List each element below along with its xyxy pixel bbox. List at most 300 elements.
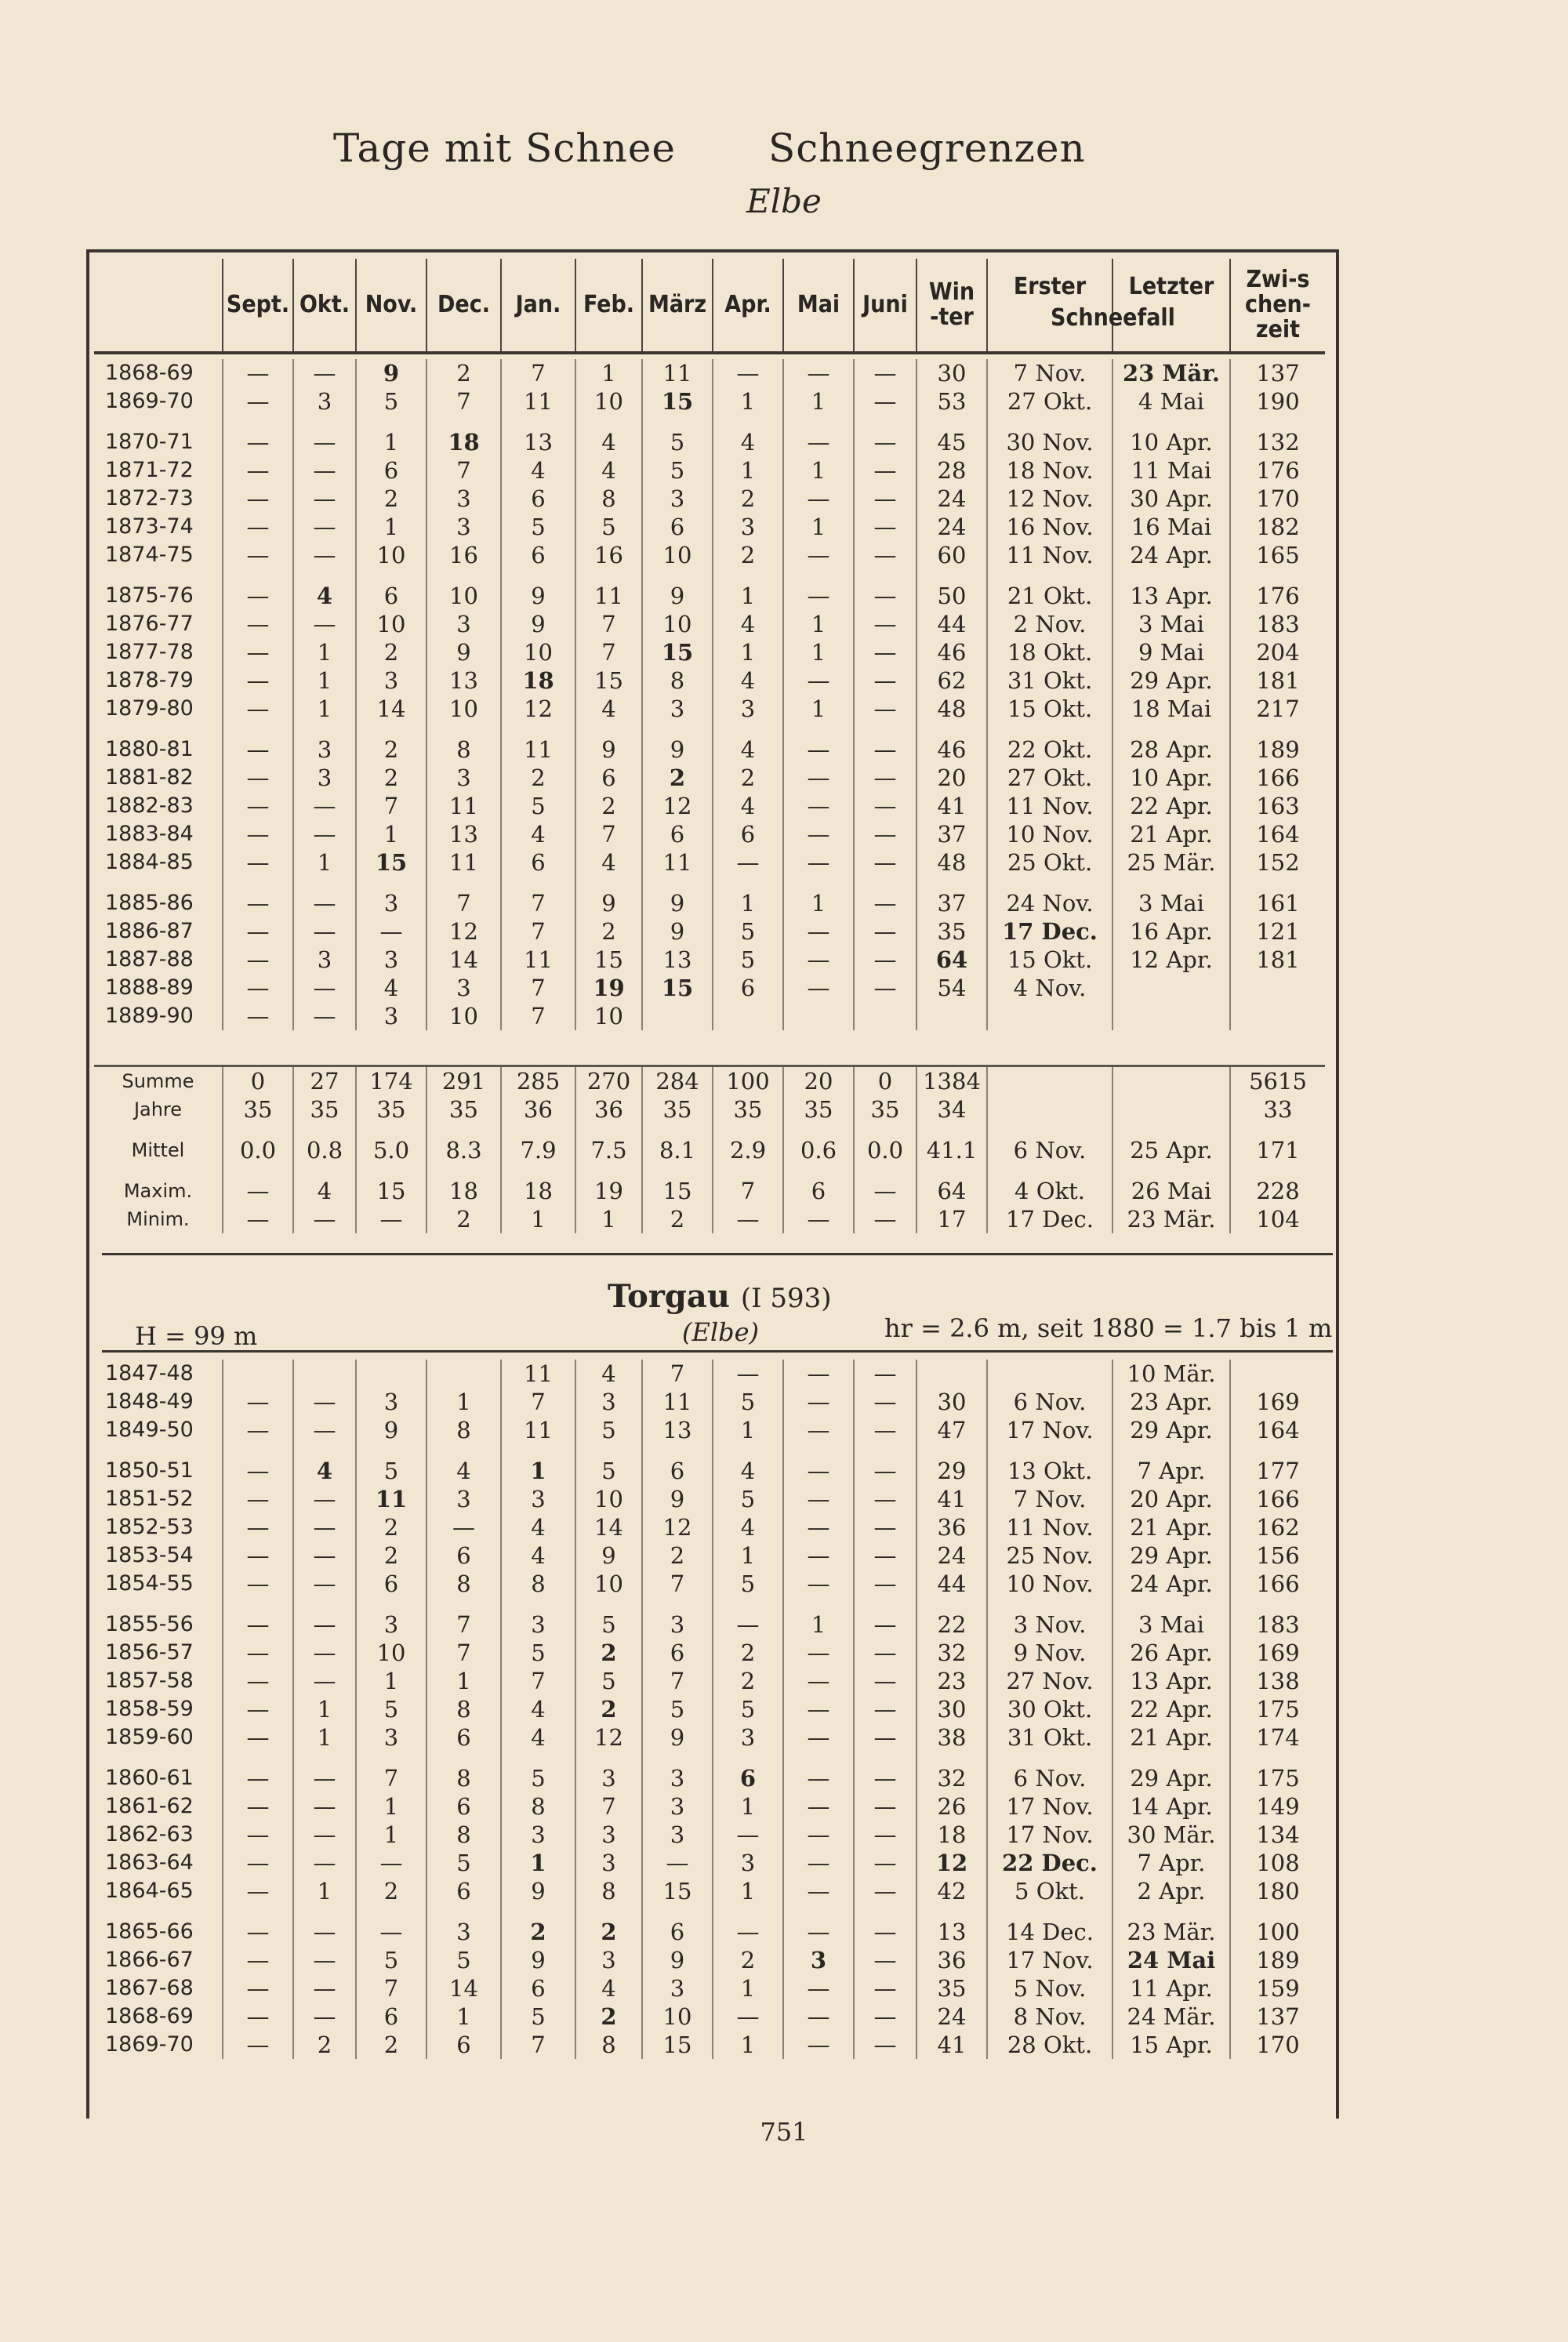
- summary-cell: [1112, 1095, 1230, 1124]
- summary-cell: [987, 1095, 1112, 1124]
- elbe-cell: [713, 1002, 783, 1030]
- torgau-cell: 4: [575, 1360, 642, 1388]
- schneefall-label: Schneefall: [1051, 304, 1175, 332]
- torgau-row-label: 1860-61: [105, 1766, 194, 1790]
- col-sept: Sept.: [223, 259, 293, 353]
- elbe-cell: 21 Okt.: [987, 582, 1112, 610]
- elbe-cell: 15 Okt.: [987, 946, 1112, 974]
- elbe-cell: 13: [426, 820, 501, 848]
- elbe-row: [94, 764, 1325, 792]
- elbe-cell: 12 Apr.: [1112, 946, 1230, 974]
- col-erster: Erster: [987, 259, 1112, 353]
- elbe-cell: 10: [575, 1002, 642, 1030]
- elbe-cell: —: [854, 764, 916, 792]
- summary-cell: 7.9: [501, 1136, 575, 1164]
- summary-row: [94, 1205, 1325, 1233]
- elbe-row: [94, 889, 1325, 917]
- torgau-cell: 134: [1230, 1821, 1325, 1849]
- torgau-cell: 3: [356, 1388, 426, 1416]
- elbe-cell: 190: [1230, 387, 1325, 416]
- torgau-cell: 10 Nov.: [987, 1570, 1112, 1598]
- torgau-row-label: 1851-52: [105, 1487, 194, 1511]
- torgau-cell: 41: [916, 2031, 987, 2059]
- elbe-cell: 15 Okt.: [987, 695, 1112, 723]
- torgau-cell: 6: [713, 1764, 783, 1792]
- torgau-cell: 24 Mär.: [1112, 2003, 1230, 2031]
- torgau-cell: 174: [1230, 1723, 1325, 1752]
- elbe-cell: 10: [426, 695, 501, 723]
- elbe-cell: 183: [1230, 610, 1325, 638]
- elbe-cell: —: [223, 889, 293, 917]
- torgau-cell: 4: [575, 1974, 642, 2003]
- torgau-cell: 8: [426, 1570, 501, 1598]
- elbe-cell: —: [223, 638, 293, 666]
- summary-cell: 35: [426, 1095, 501, 1124]
- elbe-cell: —: [854, 695, 916, 723]
- elbe-cell: 10: [501, 638, 575, 666]
- torgau-cell: 180: [1230, 1877, 1325, 1905]
- torgau-cell: 10: [575, 1570, 642, 1598]
- summary-cell: 1: [501, 1205, 575, 1233]
- torgau-cell: —: [223, 1821, 293, 1849]
- elbe-row-label: 1871-72: [105, 458, 194, 482]
- torgau-cell: 3: [642, 1821, 713, 1849]
- torgau-cell: —: [713, 1610, 783, 1639]
- elbe-cell: 6: [713, 974, 783, 1002]
- elbe-cell: 4: [713, 610, 783, 638]
- torgau-cell: 15: [642, 1877, 713, 1905]
- torgau-cell: 6: [426, 1792, 501, 1821]
- elbe-cell: 1: [783, 456, 854, 485]
- torgau-row: [94, 1974, 1325, 2003]
- torgau-cell: 177: [1230, 1457, 1325, 1485]
- summary-cell: 7: [713, 1177, 783, 1205]
- torgau-cell: 8: [501, 1570, 575, 1598]
- torgau-cell: 169: [1230, 1388, 1325, 1416]
- summary-cell: 17 Dec.: [987, 1205, 1112, 1233]
- elbe-cell: 1: [356, 820, 426, 848]
- torgau-cell: —: [223, 1695, 293, 1723]
- elbe-cell: 7: [575, 820, 642, 848]
- torgau-cell: 13 Okt.: [987, 1457, 1112, 1485]
- elbe-cell: —: [783, 428, 854, 456]
- torgau-cell: 4: [501, 1541, 575, 1570]
- torgau-cell: —: [854, 2031, 916, 2059]
- elbe-row-label: 1868-69: [105, 361, 194, 385]
- torgau-row-label: 1867-68: [105, 1976, 194, 2000]
- torgau-cell: 5: [356, 1695, 426, 1723]
- elbe-row-label: 1885-86: [105, 891, 194, 915]
- torgau-cell: 1: [356, 1792, 426, 1821]
- torgau-row: [94, 1388, 1325, 1416]
- torgau-cell: 10: [575, 1485, 642, 1513]
- torgau-cell: —: [783, 1974, 854, 2003]
- torgau-cell: 12: [575, 1723, 642, 1752]
- summary-cell: 34: [916, 1095, 987, 1124]
- torgau-row-label: 1847-48: [105, 1361, 194, 1385]
- torgau-row: [94, 1513, 1325, 1541]
- torgau-cell: —: [783, 1849, 854, 1877]
- torgau-cell: 5: [501, 1639, 575, 1667]
- summary-row-label: Jahre: [133, 1098, 183, 1120]
- torgau-cell: 149: [1230, 1792, 1325, 1821]
- torgau-cell: 44: [916, 1570, 987, 1598]
- torgau-cell: 22: [916, 1610, 987, 1639]
- elbe-cell: 11 Nov.: [987, 792, 1112, 820]
- summary-cell: 0.0: [223, 1136, 293, 1164]
- torgau-cell: 5: [501, 1764, 575, 1792]
- torgau-cell: 27 Nov.: [987, 1667, 1112, 1695]
- torgau-cell: 7: [426, 1610, 501, 1639]
- elbe-cell: 16: [575, 541, 642, 569]
- summary-cell: 0: [223, 1066, 293, 1096]
- summary-cell: —: [854, 1177, 916, 1205]
- summary-cell: 27: [293, 1066, 356, 1096]
- torgau-cell: 100: [1230, 1918, 1325, 1946]
- elbe-cell: 1: [575, 359, 642, 387]
- elbe-cell: 7: [501, 974, 575, 1002]
- summary-cell: 36: [501, 1095, 575, 1124]
- torgau-cell: 13: [642, 1416, 713, 1444]
- elbe-cell: 19: [575, 974, 642, 1002]
- torgau-row-label: 1869-70: [105, 2032, 194, 2057]
- torgau-cell: 1: [501, 1849, 575, 1877]
- elbe-row: [94, 792, 1325, 820]
- row-gap: [94, 723, 1325, 735]
- torgau-row: [94, 1946, 1325, 1974]
- elbe-cell: 16 Mai: [1112, 513, 1230, 541]
- elbe-cell: 7: [426, 387, 501, 416]
- elbe-cell: 9: [356, 359, 426, 387]
- torgau-cell: 5: [501, 2003, 575, 2031]
- torgau-cell: 7: [501, 1388, 575, 1416]
- torgau-row-label: 1854-55: [105, 1571, 194, 1596]
- summary-cell: 15: [356, 1177, 426, 1205]
- elbe-cell: 44: [916, 610, 987, 638]
- elbe-cell: 217: [1230, 695, 1325, 723]
- elbe-cell: 176: [1230, 582, 1325, 610]
- torgau-cell: 6: [426, 1877, 501, 1905]
- torgau-cell: 23 Mär.: [1112, 1918, 1230, 1946]
- torgau-cell: —: [854, 1513, 916, 1541]
- elbe-cell: 10: [356, 610, 426, 638]
- row-gap: [94, 1444, 1325, 1457]
- torgau-cell: 6 Nov.: [987, 1388, 1112, 1416]
- torgau-cell: 11: [501, 1416, 575, 1444]
- torgau-cell: —: [223, 1946, 293, 1974]
- summary-cell: 4: [293, 1177, 356, 1205]
- elbe-cell: 204: [1230, 638, 1325, 666]
- elbe-cell: —: [293, 359, 356, 387]
- summary-cell: —: [713, 1205, 783, 1233]
- elbe-cell: —: [783, 917, 854, 946]
- elbe-cell: 2: [713, 541, 783, 569]
- elbe-cell: 6: [356, 456, 426, 485]
- elbe-cell: —: [223, 820, 293, 848]
- elbe-cell: 4: [501, 820, 575, 848]
- summary-cell: 18: [501, 1177, 575, 1205]
- elbe-cell: 181: [1230, 946, 1325, 974]
- torgau-cell: 3: [501, 1821, 575, 1849]
- torgau-cell: —: [223, 1792, 293, 1821]
- torgau-cell: 17 Nov.: [987, 1792, 1112, 1821]
- col-feb: Feb.: [575, 259, 642, 353]
- torgau-cell: 7: [501, 2031, 575, 2059]
- elbe-cell: 2: [356, 485, 426, 513]
- elbe-cell: 3: [426, 974, 501, 1002]
- summary-cell: 7.5: [575, 1136, 642, 1164]
- elbe-cell: 1: [713, 889, 783, 917]
- torgau-cell: —: [293, 1792, 356, 1821]
- torgau-cell: —: [854, 1946, 916, 1974]
- torgau-row-label: 1863-64: [105, 1850, 194, 1875]
- torgau-cell: 11: [501, 1360, 575, 1388]
- elbe-cell: 9: [575, 735, 642, 764]
- title-snow-limits: Schneegrenzen: [768, 125, 1086, 171]
- elbe-cell: 7: [501, 917, 575, 946]
- torgau-cell: 108: [1230, 1849, 1325, 1877]
- elbe-cell: 4: [575, 428, 642, 456]
- elbe-cell: 62: [916, 666, 987, 695]
- elbe-cell: 189: [1230, 735, 1325, 764]
- elbe-row-label: 1880-81: [105, 737, 194, 761]
- elbe-row: [94, 513, 1325, 541]
- summary-cell: 20: [783, 1066, 854, 1096]
- elbe-cell: —: [293, 541, 356, 569]
- torgau-cell: —: [356, 1918, 426, 1946]
- torgau-cell: —: [223, 1610, 293, 1639]
- elbe-cell: —: [293, 974, 356, 1002]
- elbe-cell: —: [223, 387, 293, 416]
- torgau-cell: —: [854, 1457, 916, 1485]
- torgau-cell: 8: [426, 1695, 501, 1723]
- elbe-cell: 2 Nov.: [987, 610, 1112, 638]
- row-gap: [94, 1752, 1325, 1764]
- summary-cell: 6: [783, 1177, 854, 1205]
- elbe-row-label: 1881-82: [105, 765, 194, 790]
- torgau-cell: —: [783, 1918, 854, 1946]
- summary-cell: —: [854, 1205, 916, 1233]
- torgau-cell: 30: [916, 1695, 987, 1723]
- elbe-cell: —: [854, 974, 916, 1002]
- summary-cell: 36: [575, 1095, 642, 1124]
- torgau-cell: 4: [713, 1457, 783, 1485]
- row-gap: [94, 416, 1325, 428]
- elbe-cell: 1: [293, 666, 356, 695]
- summary-cell: 35: [642, 1095, 713, 1124]
- elbe-row-label: 1879-80: [105, 696, 194, 721]
- elbe-cell: 2: [713, 485, 783, 513]
- torgau-row: [94, 2003, 1325, 2031]
- torgau-cell: 29 Apr.: [1112, 1416, 1230, 1444]
- summary-cell: 284: [642, 1066, 713, 1096]
- torgau-cell: —: [854, 1610, 916, 1639]
- elbe-cell: 8: [642, 666, 713, 695]
- summary-cell: 17: [916, 1205, 987, 1233]
- torgau-cell: 8: [575, 1877, 642, 1905]
- elbe-cell: —: [783, 582, 854, 610]
- elbe-cell: 6: [501, 848, 575, 877]
- summary-cell: 35: [223, 1095, 293, 1124]
- torgau-cell: 26 Apr.: [1112, 1639, 1230, 1667]
- torgau-cell: —: [293, 1570, 356, 1598]
- torgau-cell: 6: [426, 2031, 501, 2059]
- section-divider-2: [102, 1350, 1333, 1353]
- elbe-cell: 53: [916, 387, 987, 416]
- elbe-cell: 1: [356, 513, 426, 541]
- elbe-cell: 4: [575, 848, 642, 877]
- torgau-row: [94, 2031, 1325, 2059]
- elbe-cell: 4: [575, 695, 642, 723]
- torgau-cell: 29 Apr.: [1112, 1541, 1230, 1570]
- torgau-row: [94, 1416, 1325, 1444]
- elbe-cell: 24 Nov.: [987, 889, 1112, 917]
- torgau-cell: 7 Apr.: [1112, 1849, 1230, 1877]
- torgau-cell: 7: [356, 1764, 426, 1792]
- torgau-cell: 3 Mai: [1112, 1610, 1230, 1639]
- torgau-cell: 38: [916, 1723, 987, 1752]
- torgau-cell: 2: [713, 1946, 783, 1974]
- summary-row-label: Mittel: [131, 1139, 185, 1161]
- elbe-cell: 3: [356, 1002, 426, 1030]
- elbe-cell: —: [223, 485, 293, 513]
- elbe-cell: 7: [356, 792, 426, 820]
- summary-cell: 8.3: [426, 1136, 501, 1164]
- elbe-row: [94, 946, 1325, 974]
- torgau-cell: —: [854, 1416, 916, 1444]
- elbe-cell: 16: [426, 541, 501, 569]
- torgau-cell: 15: [642, 2031, 713, 2059]
- elbe-cell: 4 Nov.: [987, 974, 1112, 1002]
- torgau-cell: —: [854, 1792, 916, 1821]
- torgau-cell: 3: [642, 1610, 713, 1639]
- torgau-cell: 7: [575, 1792, 642, 1821]
- col-zwischenzeit: Zwi-schen-zeit: [1230, 259, 1325, 353]
- elbe-cell: —: [783, 946, 854, 974]
- elbe-cell: —: [223, 513, 293, 541]
- elbe-cell: 64: [916, 946, 987, 974]
- torgau-cell: —: [223, 1513, 293, 1541]
- elbe-cell: 1: [713, 387, 783, 416]
- elbe-cell: 1: [713, 456, 783, 485]
- elbe-cell: —: [854, 820, 916, 848]
- torgau-cell: 10: [642, 2003, 713, 2031]
- torgau-cell: [916, 1360, 987, 1388]
- elbe-cell: 9: [642, 735, 713, 764]
- elbe-cell: 2: [575, 917, 642, 946]
- col-winter: Win-ter: [916, 259, 987, 353]
- elbe-cell: 50: [916, 582, 987, 610]
- elbe-cell: —: [854, 917, 916, 946]
- elbe-cell: 48: [916, 695, 987, 723]
- summary-cell: 41.1: [916, 1136, 987, 1164]
- elbe-cell: 163: [1230, 792, 1325, 820]
- elbe-row-label: 1869-70: [105, 389, 194, 413]
- elbe-cell: 10: [356, 541, 426, 569]
- torgau-cell: —: [293, 1416, 356, 1444]
- summary-cell: 0.8: [293, 1136, 356, 1164]
- torgau-cell: 10: [356, 1639, 426, 1667]
- elbe-cell: —: [854, 456, 916, 485]
- elbe-cell: 15: [356, 848, 426, 877]
- elbe-cell: 4: [293, 582, 356, 610]
- elbe-cell: 18 Nov.: [987, 456, 1112, 485]
- torgau-cell: 5: [426, 1849, 501, 1877]
- torgau-cell: 1: [356, 1821, 426, 1849]
- elbe-cell: 10 Apr.: [1112, 428, 1230, 456]
- torgau-cell: 3: [575, 1849, 642, 1877]
- torgau-cell: [426, 1360, 501, 1388]
- torgau-cell: 12: [642, 1513, 713, 1541]
- elbe-cell: 9: [642, 889, 713, 917]
- torgau-cell: 3: [356, 1610, 426, 1639]
- torgau-cell: 2: [575, 2003, 642, 2031]
- torgau-cell: 1: [293, 1723, 356, 1752]
- torgau-cell: 11: [356, 1485, 426, 1513]
- torgau-cell: —: [783, 1541, 854, 1570]
- elbe-cell: —: [293, 456, 356, 485]
- torgau-cell: 2: [501, 1918, 575, 1946]
- elbe-cell: 18 Mai: [1112, 695, 1230, 723]
- torgau-cell: 8 Nov.: [987, 2003, 1112, 2031]
- elbe-cell: 15: [642, 638, 713, 666]
- torgau-cell: —: [854, 1723, 916, 1752]
- elbe-row: [94, 848, 1325, 877]
- elbe-cell: —: [223, 695, 293, 723]
- elbe-cell: 10: [642, 610, 713, 638]
- elbe-cell: —: [223, 946, 293, 974]
- elbe-cell: 7: [426, 456, 501, 485]
- torgau-cell: 156: [1230, 1541, 1325, 1570]
- torgau-cell: —: [713, 1360, 783, 1388]
- elbe-cell: 3: [426, 513, 501, 541]
- torgau-row: [94, 1849, 1325, 1877]
- torgau-cell: 1: [501, 1457, 575, 1485]
- row-gap: [94, 569, 1325, 582]
- torgau-cell: 3: [501, 1485, 575, 1513]
- elbe-cell: 8: [575, 485, 642, 513]
- summary-cell: 104: [1230, 1205, 1325, 1233]
- elbe-cell: —: [783, 820, 854, 848]
- elbe-cell: 11: [642, 848, 713, 877]
- summary-cell: 291: [426, 1066, 501, 1096]
- elbe-cell: 14: [356, 695, 426, 723]
- torgau-cell: 11 Nov.: [987, 1513, 1112, 1541]
- torgau-cell: 138: [1230, 1667, 1325, 1695]
- torgau-cell: 1: [426, 2003, 501, 2031]
- elbe-cell: 4: [713, 666, 783, 695]
- torgau-cell: 137: [1230, 2003, 1325, 2031]
- elbe-cell: 2: [426, 359, 501, 387]
- torgau-cell: 1: [426, 1388, 501, 1416]
- torgau-cell: 5: [356, 1457, 426, 1485]
- elbe-row: [94, 666, 1325, 695]
- elbe-row: [94, 610, 1325, 638]
- elbe-cell: 161: [1230, 889, 1325, 917]
- title-snow-days: Tage mit Schnee: [333, 125, 676, 171]
- elbe-cell: —: [854, 666, 916, 695]
- torgau-row: [94, 1457, 1325, 1485]
- elbe-cell: 15: [642, 387, 713, 416]
- elbe-row-label: 1878-79: [105, 668, 194, 692]
- elbe-cell: 165: [1230, 541, 1325, 569]
- elbe-cell: —: [223, 974, 293, 1002]
- torgau-cell: 166: [1230, 1570, 1325, 1598]
- elbe-cell: 176: [1230, 456, 1325, 485]
- torgau-cell: 5: [426, 1946, 501, 1974]
- torgau-cell: 6: [426, 1541, 501, 1570]
- torgau-cell: —: [293, 2003, 356, 2031]
